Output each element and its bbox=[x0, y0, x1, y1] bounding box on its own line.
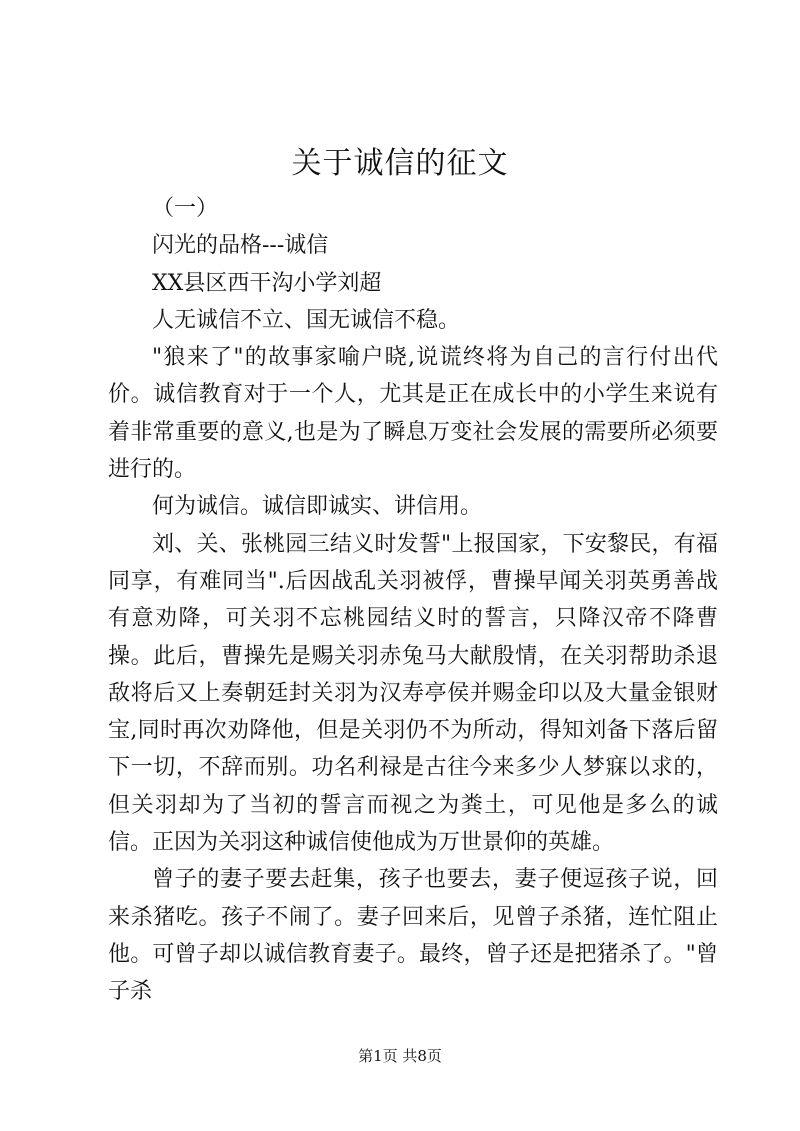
paragraph: "狼来了"的故事家喻户晓,说谎终将为自己的言行付出代价。诚信教育对于一个人，尤其是正在成长中的小学生来说有着非常重要的意义,也是为了瞬息万变社会发展的需要所必须要进行的。 bbox=[108, 345, 718, 483]
author-line: XX县区西干沟小学刘超 bbox=[152, 270, 382, 296]
document-body bbox=[108, 190, 718, 1011]
paragraph: 刘、关、张桃园三结义时发誓"上报国家，下安黎民，有福同享，有难同当".后因战乱关羽被俘，曹操早闻关羽英勇善战有意劝降，可关羽不忘桃园结义时的誓言，只降汉帝不降曹操。此后，曹操先是赐关羽赤兔马大献殷情，在关羽帮助杀退敌将后又上奏朝廷封关羽为汉寿亭侯并赐金印以及大量金银财宝,同时再次劝降他，但是关羽仍不为所动，得知刘备下落后留下一切，不辞而别。功名利禄是古往今来多少人梦寐以求的，但关羽却为了当初的誓言而视之为粪土，可见他是多么的诚信。正因为关羽这种诚信使他成为万世景仰的英雄。 bbox=[108, 531, 718, 856]
page-footer: 第1页 共8页 bbox=[358, 1047, 442, 1065]
paragraph: 曾子的妻子要去赶集，孩子也要去，妻子便逗孩子说，回来杀猪吃。孩子不闹了。妻子回来后，见曾子杀猪，连忙阻止他。可曾子却以诚信教育妻子。最终，曾子还是把猪杀了。"曾子杀 bbox=[108, 867, 718, 1005]
document-title: 关于诚信的征文 bbox=[291, 146, 509, 181]
paragraph: 人无诚信不立、国无诚信不稳。 bbox=[152, 307, 461, 333]
paragraph: 何为诚信。诚信即诚实、讲信用。 bbox=[152, 494, 483, 520]
section-number: （一） bbox=[152, 196, 219, 221]
essay-subtitle: 闪光的品格---诚信 bbox=[152, 233, 329, 259]
